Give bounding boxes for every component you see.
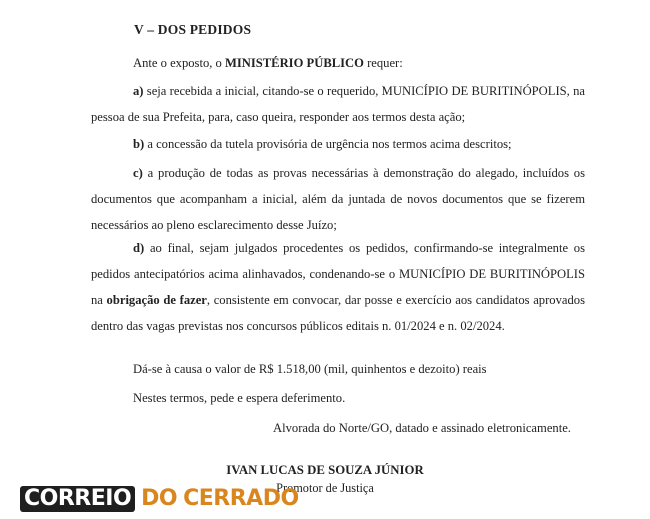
- signatory-name: IVAN LUCAS DE SOUZA JÚNIOR: [226, 463, 424, 477]
- closing-request: Nestes termos, pede e espera deferimento.: [133, 391, 346, 405]
- intro-post: requer:: [363, 56, 403, 70]
- request-item-c: [91, 160, 585, 238]
- item-b-text: a concessão da tutela provisória de urgência nos termos acima descritos;: [144, 137, 512, 151]
- logo-word-1: CORREIO: [20, 486, 135, 512]
- section-heading: V – DOS PEDIDOS: [134, 22, 252, 37]
- request-item-a: [91, 78, 585, 130]
- item-d-bold: obrigação de fazer: [106, 293, 207, 307]
- item-d-text-1: ao final, sejam julgados procedentes os pedidos, confirmando-se integralmente os pedidos antecipatórios acima alinhavados, condenando-se o MUNICÍPIO DE BURITINÓPOLIS na: [91, 241, 585, 307]
- item-c-label: c): [133, 166, 143, 180]
- intro-bold: MINISTÉRIO PÚBLICO: [225, 56, 364, 70]
- logo-word-2: DO: [141, 486, 178, 511]
- item-d-label: d): [133, 241, 145, 255]
- request-item-d: [91, 235, 585, 339]
- item-a-text: seja recebida a inicial, citando-se o requerido, MUNICÍPIO DE BURITINÓPOLIS, na pessoa de sua Prefeita, para, caso queira, responder aos termos desta ação;: [91, 84, 585, 124]
- intro-pre: Ante o exposto, o: [133, 56, 225, 70]
- item-d-text-2: , consistente em convocar, dar posse e exercício aos candidatos aprovados dentro das vagas previstas nos concursos públicos editais n. 01/2024 e n. 02/2024.: [91, 293, 585, 333]
- logo-word-3: CERRADO: [183, 486, 299, 511]
- intro-paragraph: [91, 50, 585, 76]
- correio-do-cerrado-logo: [20, 486, 299, 516]
- item-a-label: a): [133, 84, 144, 98]
- case-value: Dá-se à causa o valor de R$ 1.518,00 (mil, quinhentos e dezoito) reais: [133, 362, 487, 376]
- item-c-text: a produção de todas as provas necessárias à demonstração do alegado, incluídos os documentos que acompanham a inicial, além da juntada de novos documentos que se fizerem necessários ao pleno esclarecimento desse Juízo;: [91, 166, 585, 232]
- request-item-b: [91, 131, 585, 157]
- place-date: Alvorada do Norte/GO, datado e assinado eletronicamente.: [273, 421, 571, 435]
- signatory-role: Promotor de Justiça: [276, 481, 374, 495]
- item-b-label: b): [133, 137, 145, 151]
